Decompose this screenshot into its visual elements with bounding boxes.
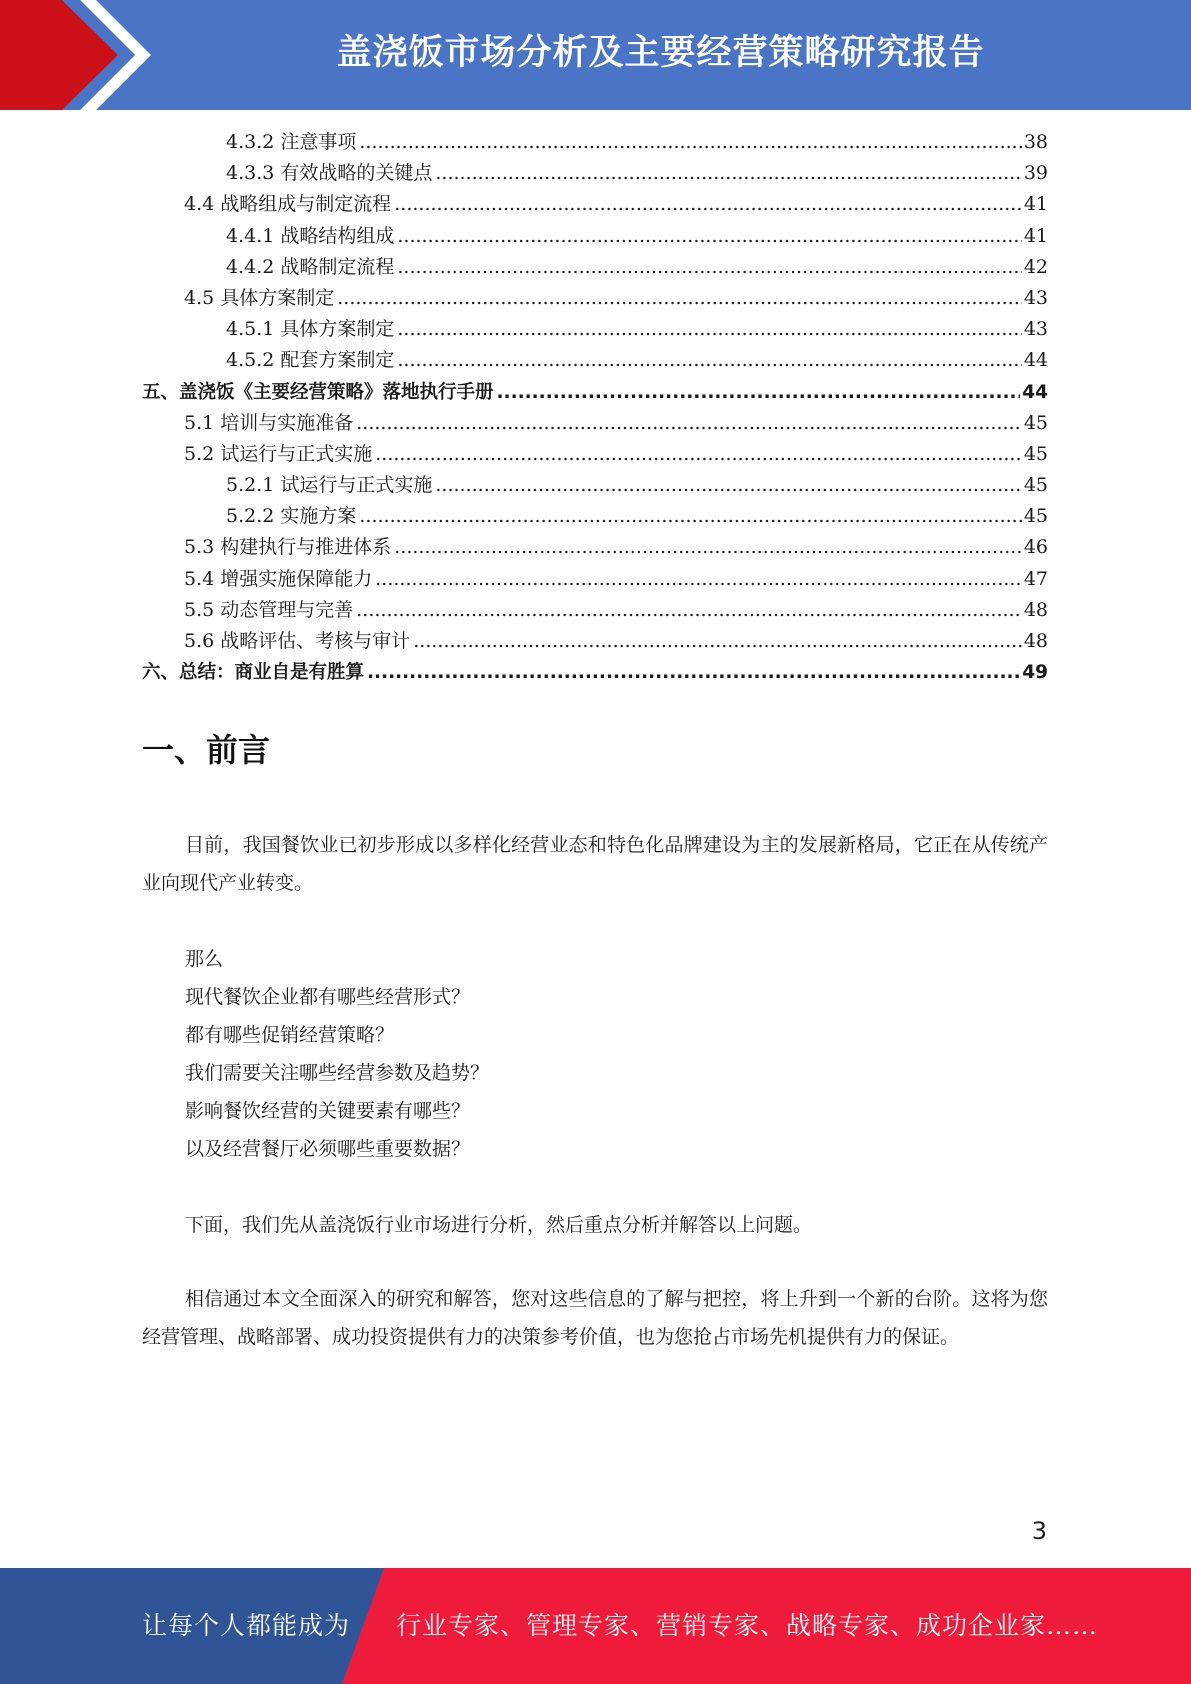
- question-item: 那么: [185, 948, 224, 970]
- toc-entry-label: 五、盖浇饭《主要经营策略》落地执行手册: [142, 381, 494, 403]
- toc-entry[interactable]: [142, 470, 1048, 501]
- toc-entry-page: 39: [1023, 162, 1048, 185]
- toc-entry-page: 45: [1023, 505, 1048, 528]
- toc-entry[interactable]: [142, 127, 1048, 158]
- toc-entry[interactable]: [142, 345, 1048, 376]
- toc-entry-label: 4.5.1 具体方案制定: [226, 318, 395, 341]
- toc-entry-label: 5.3 构建执行与推进体系: [184, 536, 392, 559]
- closing-paragraph: 相信通过本文全面深入的研究和解答，您对这些信息的了解与把控，将上升到一个新的台阶。这将为您经营管理、战略部署、成功投资提供有力的决策参考价值，也为您抢占市场先机提供有力的保证。: [142, 1288, 1048, 1348]
- toc-entry[interactable]: [142, 564, 1048, 595]
- toc-entry[interactable]: [142, 439, 1048, 470]
- toc-dot-leader: [397, 221, 1021, 252]
- toc-entry-label: 5.2.1 试运行与正式实施: [226, 474, 433, 497]
- intro-paragraph: 目前，我国餐饮业已初步形成以多样化经营业态和特色化品牌建设为主的发展新格局，它正在从传统产业向现代产业转变。: [142, 834, 1048, 894]
- toc-entry[interactable]: [142, 283, 1048, 314]
- toc-dot-leader: [397, 252, 1021, 283]
- toc-dot-leader: [394, 532, 1022, 563]
- question-item: 以及经营餐厅必须哪些重要数据？: [185, 1138, 471, 1160]
- toc-entry[interactable]: [142, 221, 1048, 252]
- toc-entry-label: 5.6 战略评估、考核与审计: [184, 630, 411, 652]
- footer-slogan-left: 让每个人都能成为: [142, 1611, 351, 1640]
- table-of-contents: [142, 127, 1048, 688]
- toc-dot-leader: [356, 408, 1022, 439]
- toc-entry-page: 41: [1023, 224, 1048, 247]
- header-banner: [0, 0, 1191, 110]
- toc-entry-page: 38: [1023, 131, 1048, 153]
- toc-entry-page: 43: [1023, 318, 1048, 341]
- toc-entry-page: 48: [1023, 598, 1048, 621]
- toc-entry[interactable]: [142, 252, 1048, 283]
- toc-entry[interactable]: [142, 314, 1048, 345]
- toc-entry-page: 45: [1023, 411, 1048, 434]
- question-item: 都有哪些促销经营策略？: [185, 1024, 395, 1046]
- toc-dot-leader: [367, 657, 1020, 688]
- toc-entry-label: 六、总结：商业自是有胜算: [142, 662, 365, 684]
- toc-entry-page: 42: [1023, 255, 1048, 278]
- toc-entry-page: 45: [1023, 442, 1048, 465]
- toc-dot-leader: [375, 564, 1022, 595]
- question-item: 现代餐饮企业都有哪些经营形式？: [185, 986, 471, 1008]
- toc-entry-page: 43: [1023, 286, 1048, 309]
- toc-entry-label: 5.2 试运行与正式实施: [184, 442, 373, 465]
- toc-entry[interactable]: [142, 626, 1048, 657]
- toc-entry-page: 48: [1023, 630, 1048, 652]
- toc-dot-leader: [359, 501, 1021, 532]
- toc-entry-label: 4.3.3 有效战略的关键点: [226, 162, 433, 185]
- question-item: 我们需要关注哪些经营参数及趋势？: [185, 1062, 490, 1084]
- toc-entry[interactable]: [142, 189, 1048, 220]
- report-title: 盖浇饭市场分析及主要经营策略研究报告: [336, 33, 985, 73]
- toc-entry-label: 4.5 具体方案制定: [184, 286, 335, 309]
- toc-dot-leader: [413, 626, 1022, 657]
- toc-entry[interactable]: [142, 501, 1048, 532]
- toc-entry[interactable]: [142, 595, 1048, 626]
- toc-dot-leader: [394, 189, 1022, 220]
- section-heading: 一、前言: [142, 731, 271, 769]
- toc-entry-page: 45: [1023, 474, 1048, 497]
- toc-entry-label: 5.5 动态管理与完善: [184, 598, 354, 621]
- toc-entry-page: 46: [1023, 536, 1048, 559]
- toc-entry[interactable]: [142, 158, 1048, 189]
- toc-entry-label: 4.4.1 战略结构组成: [226, 224, 395, 247]
- footer-slogan-right: 行业专家、管理专家、营销专家、战略专家、成功企业家……: [396, 1611, 1099, 1640]
- toc-entry-label: 5.1 培训与实施准备: [184, 411, 354, 434]
- toc-dot-leader: [359, 127, 1021, 158]
- toc-entry-page: 41: [1023, 193, 1048, 216]
- toc-entry[interactable]: [142, 532, 1048, 563]
- toc-dot-leader: [435, 470, 1021, 501]
- toc-entry-label: 4.5.2 配套方案制定: [226, 349, 395, 372]
- toc-entry-page: 47: [1023, 567, 1048, 590]
- toc-dot-leader: [397, 314, 1021, 345]
- toc-entry-label: 4.3.2 注意事项: [226, 131, 357, 153]
- question-list: [185, 940, 1045, 1168]
- footer-banner: [0, 1568, 1191, 1684]
- toc-dot-leader: [435, 158, 1021, 189]
- toc-entry-label: 4.4.2 战略制定流程: [226, 255, 395, 278]
- next-paragraph: 下面，我们先从盖浇饭行业市场进行分析，然后重点分析并解答以上问题。: [185, 1214, 813, 1236]
- toc-dot-leader: [356, 595, 1022, 626]
- toc-entry-label: 5.4 增强实施保障能力: [184, 567, 373, 590]
- toc-entry[interactable]: [142, 657, 1048, 688]
- toc-entry-label: 5.2.2 实施方案: [226, 505, 357, 528]
- toc-dot-leader: [397, 345, 1021, 376]
- toc-entry-page: 49: [1022, 662, 1048, 684]
- question-item: 影响餐饮经营的关键要素有哪些？: [185, 1100, 471, 1122]
- page-number: 3: [1031, 1517, 1047, 1545]
- toc-dot-leader: [497, 377, 1021, 408]
- toc-dot-leader: [337, 283, 1022, 314]
- toc-entry-page: 44: [1023, 349, 1048, 372]
- toc-entry[interactable]: [142, 408, 1048, 439]
- toc-entry-label: 4.4 战略组成与制定流程: [184, 193, 392, 216]
- toc-entry[interactable]: [142, 377, 1048, 408]
- toc-entry-page: 44: [1022, 381, 1048, 403]
- toc-dot-leader: [375, 439, 1022, 470]
